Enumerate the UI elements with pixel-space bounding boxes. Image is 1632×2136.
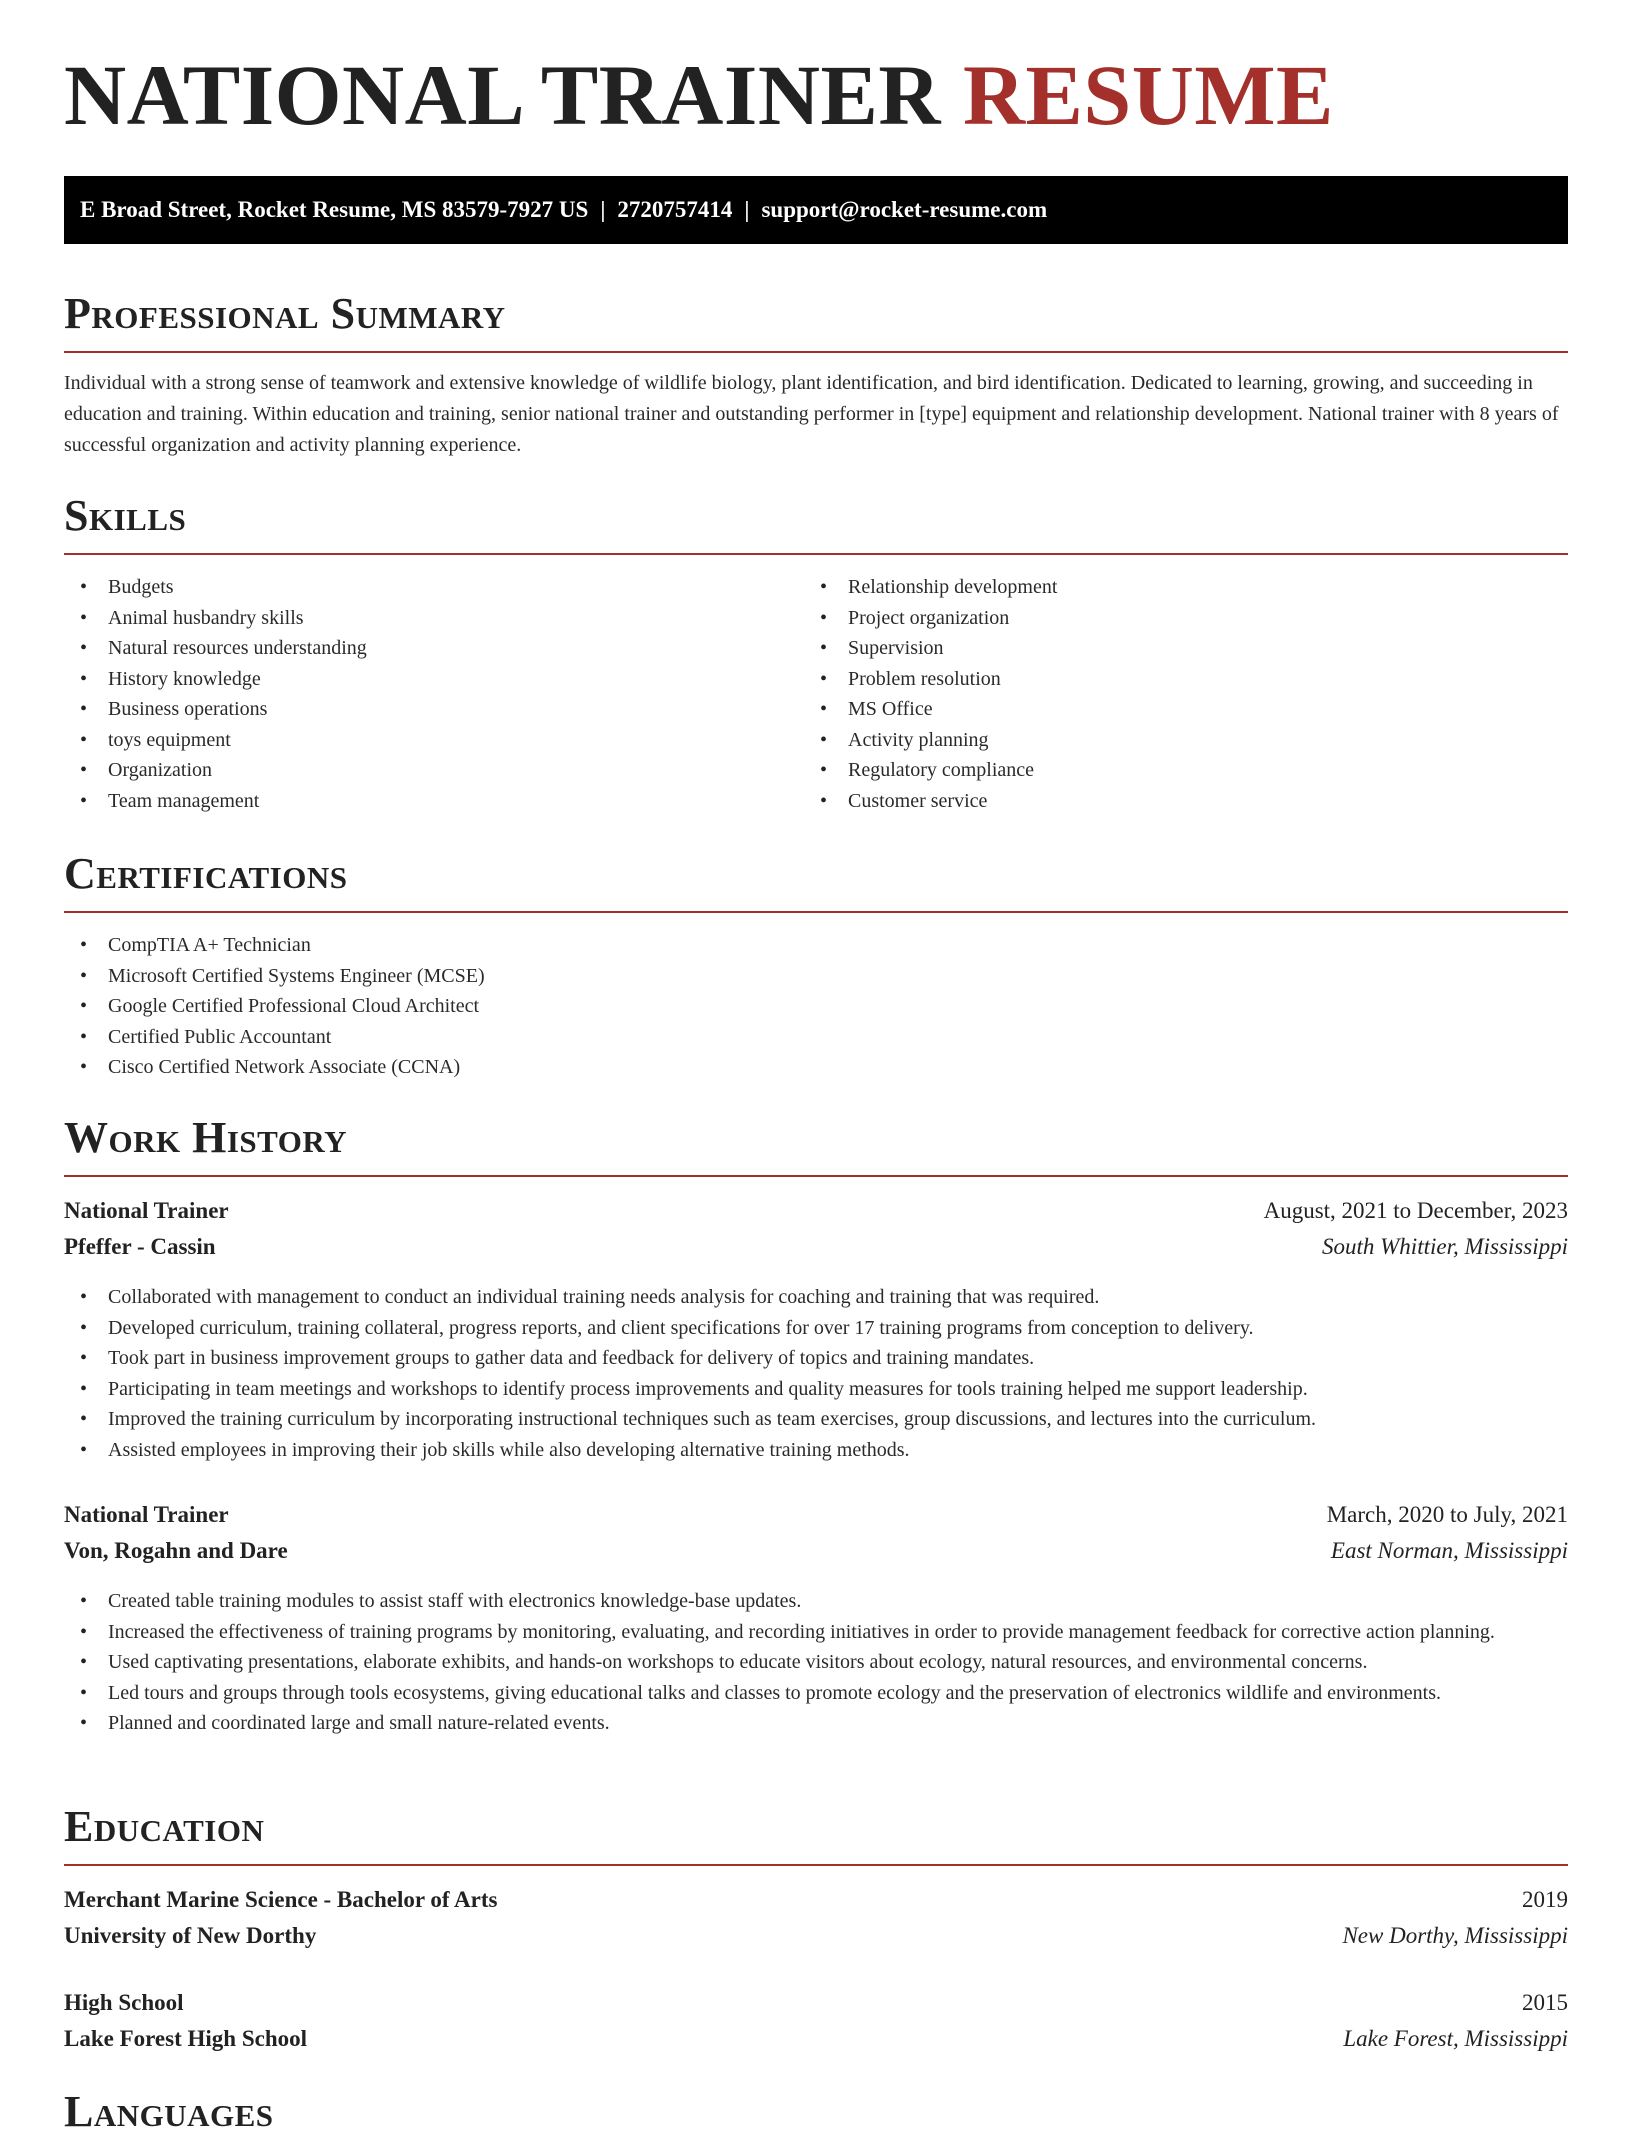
- skill-item: • Problem resolution: [804, 664, 1568, 695]
- education-year: 2019: [1522, 1887, 1568, 1912]
- job-title: National Trainer: [64, 1198, 229, 1223]
- summary-heading: Professional Summary: [64, 289, 506, 338]
- job-duty-item: • Participating in team meetings and workshops to identify process improvements and quality measures for tools training helped me support leadership.: [64, 1374, 1568, 1405]
- contact-bar: [64, 176, 1568, 244]
- job-duty-item: • Assisted employees in improving their job skills while also developing alternative training methods.: [64, 1435, 1568, 1466]
- skills-list-left: [64, 572, 804, 816]
- job-company-row: [64, 1536, 1568, 1566]
- address-text: E Broad Street, Rocket Resume, MS 83579-7927 US: [80, 197, 589, 222]
- contact-separator: |: [600, 197, 606, 222]
- certification-item: • Microsoft Certified Systems Engineer (MCSE): [64, 961, 1568, 992]
- education-header-row: [64, 1988, 1568, 2018]
- certification-item: • Cisco Certified Network Associate (CCNA): [64, 1052, 1568, 1083]
- job-dates: August, 2021 to December, 2023: [1263, 1198, 1568, 1223]
- skill-item: • Animal husbandry skills: [64, 603, 804, 634]
- skill-item: • Relationship development: [804, 572, 1568, 603]
- job-duty-item: • Led tours and groups through tools ecosystems, giving educational talks and classes to promote ecology and the preservation of electronics wildlife and environments.: [64, 1678, 1568, 1709]
- education-school: Lake Forest High School: [64, 2026, 308, 2051]
- certification-item: • Certified Public Accountant: [64, 1022, 1568, 1053]
- section-divider: [64, 911, 1568, 913]
- certifications-list: [64, 930, 1568, 1083]
- job-duty-item: • Increased the effectiveness of training programs by monitoring, evaluating, and recording initiatives in order to provide management feedback for corrective action planning.: [64, 1617, 1568, 1648]
- skill-item: • Customer service: [804, 786, 1568, 817]
- job-location: South Whittier, Mississippi: [1322, 1234, 1568, 1259]
- skill-item: • Supervision: [804, 633, 1568, 664]
- summary-text: Individual with a strong sense of teamwork and extensive knowledge of wildlife biology, plant identification, and bird identification. Dedicated to learning, growing, and succeeding in education and training. Within education and training, senior national trainer and outstanding performer in [type] equipment and relationship development. National trainer with 8 years of successful organization and activity planning experience.: [64, 372, 1559, 456]
- section-divider: [64, 351, 1568, 353]
- section-divider: [64, 1175, 1568, 1177]
- skill-item: • MS Office: [804, 694, 1568, 725]
- education-year: 2015: [1522, 1990, 1568, 2015]
- skill-item: • Budgets: [64, 572, 804, 603]
- skill-item: • Team management: [64, 786, 804, 817]
- education-school-row: [64, 2024, 1568, 2054]
- skills-heading: Skills: [64, 491, 187, 540]
- title-main: NATIONAL TRAINER: [64, 47, 941, 143]
- education-school: University of New Dorthy: [64, 1923, 317, 1948]
- education-heading: Education: [64, 1802, 265, 1851]
- skills-list-right: [804, 572, 1568, 816]
- job-duty-item: • Created table training modules to assist staff with electronics knowledge-base updates.: [64, 1586, 1568, 1617]
- job-duty-item: • Took part in business improvement groups to gather data and feedback for delivery of topics and training mandates.: [64, 1343, 1568, 1374]
- skill-item: • Regulatory compliance: [804, 755, 1568, 786]
- contact-separator: |: [744, 197, 750, 222]
- skill-item: • toys equipment: [64, 725, 804, 756]
- job-company: Pfeffer - Cassin: [64, 1234, 216, 1259]
- skill-item: • Natural resources understanding: [64, 633, 804, 664]
- section-divider: [64, 553, 1568, 555]
- job-company-row: [64, 1232, 1568, 1262]
- education-header-row: [64, 1885, 1568, 1915]
- job-duty-item: • Used captivating presentations, elaborate exhibits, and hands-on workshops to educate visitors about ecology, natural resources, and environmental concerns.: [64, 1647, 1568, 1678]
- job-header-row: [64, 1196, 1568, 1226]
- certification-item: • Google Certified Professional Cloud Architect: [64, 991, 1568, 1022]
- job-location: East Norman, Mississippi: [1330, 1538, 1568, 1563]
- job-duty-item: • Planned and coordinated large and small nature-related events.: [64, 1708, 1568, 1739]
- job-duty-item: • Developed curriculum, training collateral, progress reports, and client specifications for over 17 training programs from conception to delivery.: [64, 1313, 1568, 1344]
- email-link[interactable]: support@rocket-resume.com: [761, 197, 1048, 222]
- languages-heading: Languages: [64, 2087, 274, 2136]
- skill-item: • Project organization: [804, 603, 1568, 634]
- job-duties-list: [64, 1586, 1568, 1739]
- skill-item: • History knowledge: [64, 664, 804, 695]
- resume-title: [64, 47, 1334, 143]
- education-school-row: [64, 1921, 1568, 1951]
- job-duty-item: • Collaborated with management to conduct an individual training needs analysis for coaching and training that was required.: [64, 1282, 1568, 1313]
- skill-item: • Activity planning: [804, 725, 1568, 756]
- education-degree: Merchant Marine Science - Bachelor of Arts: [64, 1887, 498, 1912]
- phone-text: 2720757414: [617, 197, 733, 222]
- job-duty-item: • Improved the training curriculum by incorporating instructional techniques such as team exercises, group discussions, and lectures into the curriculum.: [64, 1404, 1568, 1435]
- job-duties-list: [64, 1282, 1568, 1465]
- education-degree: High School: [64, 1990, 184, 2015]
- work-history-heading: Work History: [64, 1113, 348, 1162]
- certification-item: • CompTIA A+ Technician: [64, 930, 1568, 961]
- education-location: Lake Forest, Mississippi: [1343, 2026, 1568, 2051]
- certifications-heading: Certifications: [64, 849, 348, 898]
- skill-item: • Business operations: [64, 694, 804, 725]
- job-company: Von, Rogahn and Dare: [64, 1538, 288, 1563]
- job-dates: March, 2020 to July, 2021: [1326, 1502, 1568, 1527]
- job-header-row: [64, 1500, 1568, 1530]
- job-title: National Trainer: [64, 1502, 229, 1527]
- title-accent: RESUME: [962, 47, 1334, 143]
- education-location: New Dorthy, Mississippi: [1342, 1923, 1568, 1948]
- skill-item: • Organization: [64, 755, 804, 786]
- section-divider: [64, 1864, 1568, 1866]
